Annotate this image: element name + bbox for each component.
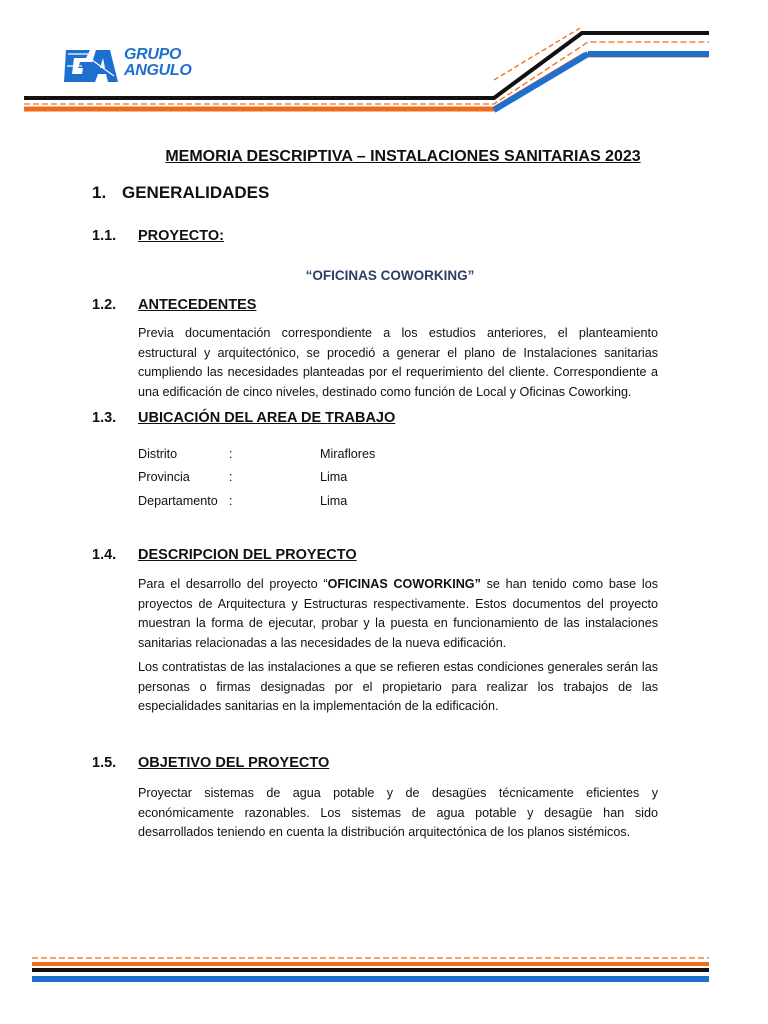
- section-heading-1-5: 1.5. OBJETIVO DEL PROYECTO: [92, 755, 330, 771]
- page-title: MEMORIA DESCRIPTIVA – INSTALACIONES SANITARIAS 2023: [165, 148, 641, 165]
- section-heading-1-2: 1.2. ANTECEDENTES: [92, 297, 257, 313]
- section-heading-1-4: 1.4. DESCRIPCION DEL PROYECTO: [92, 547, 357, 563]
- descripcion-paragraph-1: Para el desarrollo del proyecto “OFICINAS COWORKING” se han tenido como base los proyectos de Arquitectura y Estructuras respectivamente. Estos documentos del proyecto muestran la forma de ejecutar, probar y la puesta en funcionamiento de las instalaciones sanitarias relacionadas a las necesidades de la nueva edificación.: [138, 577, 658, 650]
- section-heading-1-3: 1.3. UBICACIÓN DEL AREA DE TRABAJO: [92, 410, 396, 426]
- location-row-departamento: Departamento : Lima: [138, 494, 348, 508]
- location-row-distrito: Distrito : Miraflores: [138, 447, 376, 461]
- brand-name: [124, 47, 192, 79]
- antecedentes-paragraph: Previa documentación correspondiente a los estudios anteriores, el planteamiento estructural y arquitectónico, se procedió a generar el plano de Instalaciones sanitarias cumpliendo las necesidades planteadas por el requerimiento del cliente. Correspondiente a una edificación de cinco niveles, destinado como función de Local y Oficinas Coworking.: [138, 326, 658, 399]
- objetivo-paragraph: Proyectar sistemas de agua potable y de desagües técnicamente eficientes y económicamente razonables. Los sistemas de agua potable y desagüe han sido desarrollados teniendo en cuenta la distribución arquitectónica de los planos sistémicos.: [138, 786, 658, 840]
- grupo-angulo-logo-icon: [62, 46, 122, 86]
- project-name: “OFICINAS COWORKING”: [305, 268, 475, 283]
- section-heading-1-1: 1.1. PROYECTO:: [92, 228, 224, 244]
- brand-line-1: GRUPO: [124, 46, 182, 63]
- footer-stripes: [0, 950, 768, 990]
- descripcion-paragraph-2: Los contratistas de las instalaciones a que se refieren estas condiciones generales serán las personas o firmas designadas por el propietario para realizar los trabajos de las especialidades sanitarias en la implementación de la edificación.: [138, 660, 658, 714]
- brand-line-2: ANGULO: [124, 62, 192, 79]
- section-heading-1: 1. GENERALIDADES: [92, 183, 270, 202]
- location-row-provincia: Provincia : Lima: [138, 470, 348, 484]
